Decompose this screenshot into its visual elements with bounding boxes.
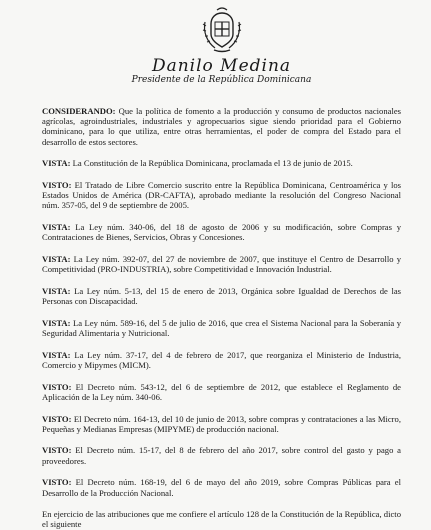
- document-paragraph: [42, 254, 401, 274]
- paragraph-text: El Decreto núm. 168-19, del 6 de mayo del año 2019, sobre Compras Públicas para el Desarrollo de la Producción Nacional.: [42, 477, 401, 498]
- document-paragraph: [42, 477, 401, 497]
- paragraph-label: VISTO:: [42, 413, 72, 424]
- paragraph-text: La Ley núm. 340-06, del 18 de agosto de 2006 y su modificación, sobre Compras y Contrataciones de Bienes, Servicios, Obras y Concesiones.: [42, 222, 401, 243]
- document-paragraph: [42, 509, 401, 529]
- paragraph-text: El Tratado de Libre Comercio suscrito entre la República Dominicana, Centroamérica y los Estados Unidos de América (DR-CAFTA), aprobado mediante la resolución del Congreso Nacional núm. 357-05, del 9 de septiembre de 2005.: [42, 180, 401, 211]
- paragraph-label: VISTA:: [42, 317, 71, 328]
- paragraph-label: VISTO:: [42, 477, 72, 488]
- paragraph-text: La Ley núm. 5-13, del 15 de enero de 2013, Orgánica sobre Igualdad de Derechos de las Personas con Discapacidad.: [42, 285, 401, 307]
- paragraph-label: VISTA:: [42, 285, 71, 296]
- paragraph-text: La Ley núm. 37-17, del 4 de febrero de 2017, que reorganiza el Ministerio de Industria, Comercio y Mipymes (MICM).: [42, 349, 401, 370]
- document-paragraph: [42, 318, 401, 338]
- paragraph-label: VISTA:: [42, 158, 71, 169]
- document-paragraph: [42, 414, 401, 434]
- president-title: Presidente de la República Dominicana: [131, 75, 312, 85]
- document-paragraph: [42, 350, 401, 370]
- document-body: [42, 106, 401, 530]
- paragraph-text: La Constitución de la República Dominicana, proclamada el 13 de junio de 2015.: [70, 158, 353, 169]
- paragraph-label: CONSIDERANDO:: [42, 106, 116, 116]
- paragraph-label: VISTO:: [42, 445, 72, 456]
- document-paragraph: [42, 382, 401, 402]
- paragraph-label: VISTA:: [42, 254, 71, 265]
- paragraph-label: VISTO:: [42, 381, 72, 392]
- document-paragraph: [42, 180, 401, 211]
- paragraph-text: El Decreto núm. 15-17, del 8 de febrero del año 2017, sobre control del gasto y pago a proveedores.: [42, 445, 401, 466]
- paragraph-label: VISTA:: [42, 222, 71, 233]
- paragraph-text: La Ley núm. 589-16, del 5 de julio de 2016, que crea el Sistema Nacional para la Soberanía y Seguridad Alimentaria y Nutricional.: [42, 317, 401, 339]
- paragraph-text: Que la política de fomento a la producción y consumo de productos nacionales agrícolas, agroindustriales, industriales y agropecuarios sigue siendo prioridad para el Gobierno dominicano, para lo que utiliza, entre otras herramientas, el poder de compra del Estado para el desarrollo de estos sectores.: [42, 106, 401, 147]
- paragraph-label: VISTO:: [42, 180, 72, 191]
- document-paragraph: [42, 222, 401, 242]
- document-paragraph: [42, 158, 401, 168]
- document-paragraph: [42, 286, 401, 306]
- paragraph-text: El Decreto núm. 164-13, del 10 de junio de 2013, sobre compras y contrataciones a las Micro, Pequeñas y Medianas Empresas (MIPYME) de producción nacional.: [42, 413, 401, 434]
- paragraph-label: VISTA:: [42, 349, 71, 360]
- document-paragraph: [42, 445, 401, 465]
- document-header: [42, 0, 401, 86]
- paragraph-text: La Ley núm. 392-07, del 27 de noviembre de 2007, que instituye el Centro de Desarrollo y Competitividad (PRO-INDUSTRIA), sobre Competitividad e Innovación Industrial.: [42, 254, 401, 275]
- document-paragraph: [42, 106, 401, 147]
- national-coat-of-arms-icon: [197, 4, 247, 54]
- paragraph-text: El Decreto núm. 543-12, del 6 de septiembre de 2012, que establece el Reglamento de Aplicación de la Ley núm. 340-06.: [42, 381, 401, 402]
- president-signature-name: Danilo Medina: [151, 56, 292, 76]
- paragraph-text: En ejercicio de las atribuciones que me confiere el artículo 128 de la Constitución de la República, dicto el siguiente: [42, 509, 401, 530]
